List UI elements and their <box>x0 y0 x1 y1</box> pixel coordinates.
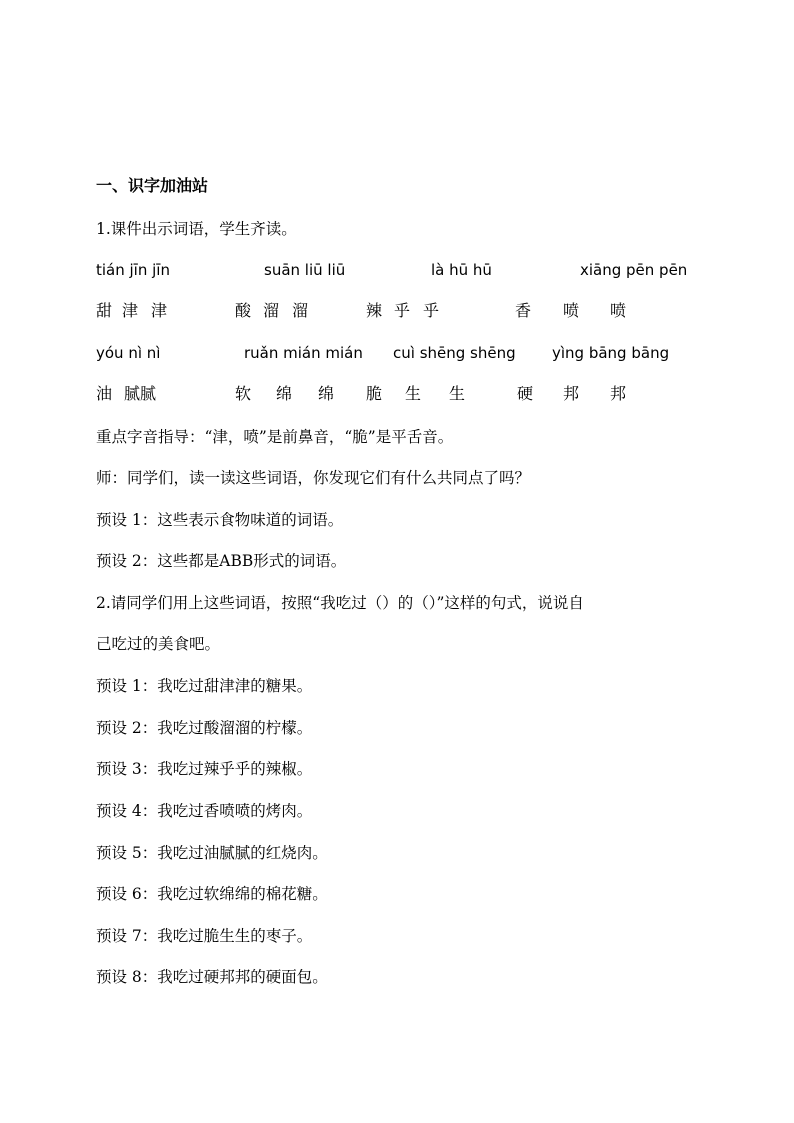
word-char: 乎 <box>394 301 411 320</box>
preset-line: 预设 2：这些都是ABB形式的词语。 <box>96 552 347 570</box>
instruction-item-2: 2.请同学们用上这些词语，按照“我吃过（）的（）”这样的句式，说说自 <box>96 594 584 612</box>
preset-line: 预设 8：我吃过硬邦邦的硬面包。 <box>96 968 328 986</box>
word-char: 油 <box>96 384 113 403</box>
word-char: 软 <box>235 384 252 403</box>
word-char: 香 <box>515 301 532 320</box>
teacher-question: 师：同学们，读一读这些词语，你发现它们有什么共同点了吗？ <box>96 469 531 487</box>
pinyin-xiangpenpen: xiāng pēn pēn <box>580 261 688 279</box>
pinyin-cuishengsheng: cuì shēng shēng <box>393 344 516 362</box>
word-char: 邦 <box>563 384 580 403</box>
section-title: 一、识字加油站 <box>96 176 209 195</box>
pinyin-younini: yóu nì nì <box>96 344 161 362</box>
pinyin-yingbangbang: yìng bāng bāng <box>552 344 670 362</box>
word-char: 喷 <box>563 301 580 320</box>
word-char: 酸 <box>235 301 252 320</box>
preset-line: 预设 1：这些表示食物味道的词语。 <box>96 511 344 529</box>
word-char: 甜 <box>96 301 113 320</box>
word-char: 邦 <box>610 384 627 403</box>
preset-line: 预设 7：我吃过脆生生的枣子。 <box>96 927 313 945</box>
word-char: 溜 <box>292 301 309 320</box>
word-char: 喷 <box>610 301 627 320</box>
word-char: 溜 <box>263 301 280 320</box>
preset-line: 预设 1：我吃过甜津津的糖果。 <box>96 677 313 695</box>
word-char: 津 <box>122 301 139 320</box>
pinyin-ruanmianmian: ruǎn mián mián <box>244 344 363 362</box>
word-char: 绵 <box>318 384 335 403</box>
word-char: 腻腻 <box>124 384 157 403</box>
preset-line: 预设 2：我吃过酸溜溜的柠檬。 <box>96 719 313 737</box>
preset-line: 预设 4：我吃过香喷喷的烤肉。 <box>96 802 313 820</box>
word-char: 津 <box>151 301 168 320</box>
word-char: 绵 <box>276 384 293 403</box>
pinyin-tianjinjin: tián jīn jīn <box>96 261 170 279</box>
instruction-item-2-continued: 己吃过的美食吧。 <box>96 635 221 653</box>
preset-line: 预设 3：我吃过辣乎乎的辣椒。 <box>96 760 313 778</box>
word-char: 生 <box>449 384 466 403</box>
word-char: 乎 <box>423 301 440 320</box>
pinyin-suanliuliu: suān liū liū <box>264 261 346 279</box>
word-char: 硬 <box>517 384 534 403</box>
word-char: 脆 <box>366 384 383 403</box>
word-char: 辣 <box>366 301 383 320</box>
instruction-item-1: 1.课件出示词语，学生齐读。 <box>96 220 297 238</box>
pronunciation-note: 重点字音指导：“津，喷”是前鼻音，“脆”是平舌音。 <box>96 428 454 446</box>
word-char: 生 <box>405 384 422 403</box>
preset-line: 预设 5：我吃过油腻腻的红烧肉。 <box>96 844 328 862</box>
preset-line: 预设 6：我吃过软绵绵的棉花糖。 <box>96 885 328 903</box>
pinyin-lahuhu: là hū hū <box>431 261 492 279</box>
